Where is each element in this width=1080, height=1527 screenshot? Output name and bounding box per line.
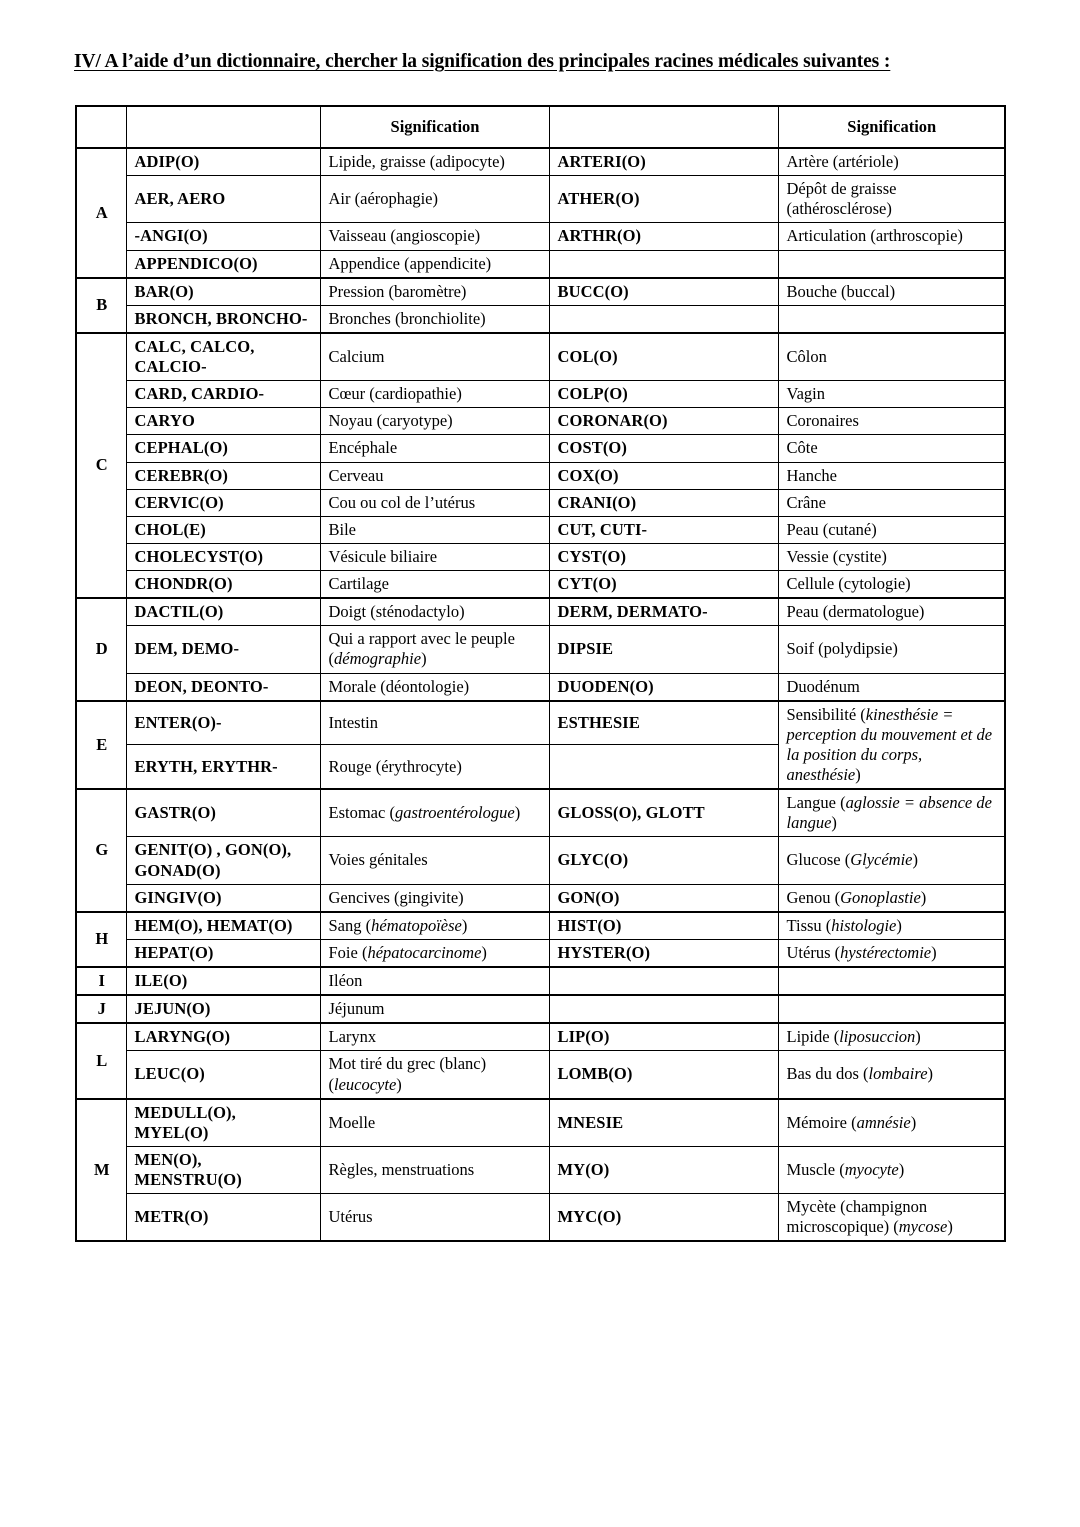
root-meaning-left: Sang (hématopoïèse) [320, 912, 549, 940]
root-term-left: CHONDR(O) [126, 571, 320, 599]
section-letter-g: G [76, 789, 126, 912]
table-row [76, 543, 1005, 570]
root-meaning-left: Bile [320, 516, 549, 543]
root-term-left: CEPHAL(O) [126, 435, 320, 462]
root-meaning-left: Vésicule biliaire [320, 543, 549, 570]
table-row [76, 626, 1005, 673]
root-term-right: COX(O) [549, 462, 778, 489]
table-row [76, 995, 1005, 1023]
root-meaning-left: Morale (déontologie) [320, 673, 549, 701]
root-term-left: APPENDICO(O) [126, 250, 320, 278]
root-meaning-right: Bouche (buccal) [778, 278, 1005, 306]
section-letter-a: A [76, 148, 126, 278]
root-term-left: ENTER(O)- [126, 701, 320, 745]
table-row [76, 571, 1005, 599]
root-term-left: CALC, CALCO, CALCIO- [126, 333, 320, 381]
root-meaning-right: Muscle (myocyte) [778, 1146, 1005, 1193]
table-row [76, 250, 1005, 278]
root-term-right [549, 745, 778, 789]
table-row [76, 381, 1005, 408]
header-cell-meaning-right: Signification [778, 106, 1005, 148]
root-meaning-left: Rouge (érythrocyte) [320, 745, 549, 789]
root-meaning-left: Vaisseau (angioscopie) [320, 223, 549, 250]
root-meaning-left: Estomac (gastroentérologue) [320, 789, 549, 837]
root-term-left: GASTR(O) [126, 789, 320, 837]
root-meaning-left: Iléon [320, 967, 549, 995]
table-header-row [76, 106, 1005, 148]
root-meaning-right: Coronaires [778, 408, 1005, 435]
root-meaning-right: Côte [778, 435, 1005, 462]
root-meaning-left: Gencives (gingivite) [320, 884, 549, 912]
root-term-right: LOMB(O) [549, 1051, 778, 1099]
root-term-left: GENIT(O) , GON(O), GONAD(O) [126, 837, 320, 884]
table-row [76, 148, 1005, 176]
root-meaning-left: Appendice (appendicite) [320, 250, 549, 278]
table-row [76, 1194, 1005, 1242]
table-row [76, 462, 1005, 489]
root-meaning-right: Duodénum [778, 673, 1005, 701]
table-row [76, 884, 1005, 912]
table-row [76, 939, 1005, 967]
root-term-right: GON(O) [549, 884, 778, 912]
root-meaning-right [778, 967, 1005, 995]
root-term-right: ARTERI(O) [549, 148, 778, 176]
section-letter-h: H [76, 912, 126, 967]
root-term-right: CYT(O) [549, 571, 778, 599]
root-meaning-right: Peau (cutané) [778, 516, 1005, 543]
root-term-left: HEM(O), HEMAT(O) [126, 912, 320, 940]
root-term-right: MYC(O) [549, 1194, 778, 1242]
root-meaning-left: Utérus [320, 1194, 549, 1242]
table-row [76, 837, 1005, 884]
root-meaning-right: Mémoire (amnésie) [778, 1099, 1005, 1147]
section-letter-b: B [76, 278, 126, 333]
root-meaning-left: Qui a rapport avec le peuple (démographie) [320, 626, 549, 673]
root-meaning-right: Vessie (cystite) [778, 543, 1005, 570]
header-cell-meaning-left: Signification [320, 106, 549, 148]
table-row [76, 1023, 1005, 1051]
root-term-right: GLOSS(O), GLOTT [549, 789, 778, 837]
root-meaning-right: Utérus (hystérectomie) [778, 939, 1005, 967]
header-cell-letter [76, 106, 126, 148]
table-row [76, 305, 1005, 333]
root-meaning-right: Soif (polydipsie) [778, 626, 1005, 673]
root-term-left: CHOL(E) [126, 516, 320, 543]
root-term-left: ILE(O) [126, 967, 320, 995]
root-term-left: DEON, DEONTO- [126, 673, 320, 701]
root-meaning-left: Noyau (caryotype) [320, 408, 549, 435]
table-body [76, 106, 1005, 1241]
table-row [76, 1146, 1005, 1193]
table-row [76, 789, 1005, 837]
root-term-left: -ANGI(O) [126, 223, 320, 250]
header-cell-root-right [549, 106, 778, 148]
root-term-right: ATHER(O) [549, 176, 778, 223]
table-row [76, 435, 1005, 462]
page-title: IV/ A l’aide d’un dictionnaire, chercher la signification des principales racines médicales suivantes : [74, 51, 891, 72]
root-meaning-left: Doigt (sténodactylo) [320, 598, 549, 626]
medical-roots-table [75, 105, 1006, 1242]
root-term-right: DIPSIE [549, 626, 778, 673]
root-meaning-left: Air (aérophagie) [320, 176, 549, 223]
root-meaning-left: Cœur (cardiopathie) [320, 381, 549, 408]
root-meaning-right: Glucose (Glycémie) [778, 837, 1005, 884]
section-letter-d: D [76, 598, 126, 701]
root-term-left: MEDULL(O), MYEL(O) [126, 1099, 320, 1147]
root-term-right: BUCC(O) [549, 278, 778, 306]
table-row [76, 516, 1005, 543]
root-meaning-left: Calcium [320, 333, 549, 381]
table-row [76, 912, 1005, 940]
root-meaning-right: Genou (Gonoplastie) [778, 884, 1005, 912]
root-term-right [549, 995, 778, 1023]
root-term-left: JEJUN(O) [126, 995, 320, 1023]
root-term-left: METR(O) [126, 1194, 320, 1242]
root-meaning-right: Hanche [778, 462, 1005, 489]
table-row [76, 278, 1005, 306]
table-row [76, 176, 1005, 223]
root-meaning-left: Pression (baromètre) [320, 278, 549, 306]
root-term-right [549, 305, 778, 333]
section-letter-l: L [76, 1023, 126, 1098]
root-term-right: CYST(O) [549, 543, 778, 570]
section-letter-e: E [76, 701, 126, 790]
root-term-left: GINGIV(O) [126, 884, 320, 912]
root-term-right: COST(O) [549, 435, 778, 462]
table-row [76, 223, 1005, 250]
header-cell-root-left [126, 106, 320, 148]
root-term-left: DACTIL(O) [126, 598, 320, 626]
root-meaning-left: Mot tiré du grec (blanc) (leucocyte) [320, 1051, 549, 1099]
section-letter-c: C [76, 333, 126, 598]
root-term-left: MEN(O), MENSTRU(O) [126, 1146, 320, 1193]
root-term-right: HIST(O) [549, 912, 778, 940]
root-meaning-right [778, 995, 1005, 1023]
root-meaning-left: Moelle [320, 1099, 549, 1147]
section-letter-j: J [76, 995, 126, 1023]
root-meaning-left: Jéjunum [320, 995, 549, 1023]
root-meaning-left: Foie (hépatocarcinome) [320, 939, 549, 967]
root-meaning-right: Artère (artériole) [778, 148, 1005, 176]
root-term-right: CORONAR(O) [549, 408, 778, 435]
root-meaning-left: Intestin [320, 701, 549, 745]
root-meaning-right: Tissu (histologie) [778, 912, 1005, 940]
root-meaning-right [778, 305, 1005, 333]
table-row [76, 701, 1005, 745]
root-meaning-left: Encéphale [320, 435, 549, 462]
root-meaning-left: Lipide, graisse (adipocyte) [320, 148, 549, 176]
table-row [76, 1051, 1005, 1099]
root-meaning-right: Cellule (cytologie) [778, 571, 1005, 599]
table-row [76, 673, 1005, 701]
root-meaning-left: Voies génitales [320, 837, 549, 884]
root-term-left: ERYTH, ERYTHR- [126, 745, 320, 789]
root-term-right: MNESIE [549, 1099, 778, 1147]
root-meaning-left: Règles, menstruations [320, 1146, 549, 1193]
root-term-right: ESTHESIE [549, 701, 778, 745]
root-term-right [549, 250, 778, 278]
root-term-right: COL(O) [549, 333, 778, 381]
root-term-left: CARD, CARDIO- [126, 381, 320, 408]
root-term-right: HYSTER(O) [549, 939, 778, 967]
table-row [76, 489, 1005, 516]
table-row [76, 333, 1005, 381]
root-term-left: CERVIC(O) [126, 489, 320, 516]
root-term-right: GLYC(O) [549, 837, 778, 884]
root-meaning-left: Cerveau [320, 462, 549, 489]
root-term-right: COLP(O) [549, 381, 778, 408]
root-term-right [549, 967, 778, 995]
root-meaning-right: Langue (aglossie = absence de langue) [778, 789, 1005, 837]
root-meaning-right: Bas du dos (lombaire) [778, 1051, 1005, 1099]
root-term-left: AER, AERO [126, 176, 320, 223]
root-term-left: CARYO [126, 408, 320, 435]
root-meaning-right: Lipide (liposuccion) [778, 1023, 1005, 1051]
table-row [76, 598, 1005, 626]
root-term-left: CEREBR(O) [126, 462, 320, 489]
root-term-left: BAR(O) [126, 278, 320, 306]
table-row [76, 408, 1005, 435]
root-meaning-right: Articulation (arthroscopie) [778, 223, 1005, 250]
table-row [76, 967, 1005, 995]
root-term-right: ARTHR(O) [549, 223, 778, 250]
root-term-left: ADIP(O) [126, 148, 320, 176]
root-term-left: CHOLECYST(O) [126, 543, 320, 570]
root-meaning-right: Mycète (champignon microscopique) (mycose) [778, 1194, 1005, 1242]
root-term-left: LARYNG(O) [126, 1023, 320, 1051]
root-term-right: CRANI(O) [549, 489, 778, 516]
root-meaning-left: Larynx [320, 1023, 549, 1051]
root-meaning-right: Vagin [778, 381, 1005, 408]
root-term-left: HEPAT(O) [126, 939, 320, 967]
root-meaning-right [778, 250, 1005, 278]
section-letter-m: M [76, 1099, 126, 1242]
root-meaning-left: Bronches (bronchiolite) [320, 305, 549, 333]
root-term-right: DUODEN(O) [549, 673, 778, 701]
root-meaning-right: Sensibilité (kinesthésie = perception du mouvement et de la position du corps, anesthésie) [778, 701, 1005, 790]
medical-roots-table-container [75, 105, 1004, 1242]
root-term-right: CUT, CUTI- [549, 516, 778, 543]
section-letter-i: I [76, 967, 126, 995]
root-meaning-right: Côlon [778, 333, 1005, 381]
root-meaning-right: Peau (dermatologue) [778, 598, 1005, 626]
root-term-left: LEUC(O) [126, 1051, 320, 1099]
root-meaning-left: Cartilage [320, 571, 549, 599]
root-meaning-left: Cou ou col de l’utérus [320, 489, 549, 516]
root-meaning-right: Crâne [778, 489, 1005, 516]
root-term-right: DERM, DERMATO- [549, 598, 778, 626]
root-meaning-right: Dépôt de graisse (athérosclérose) [778, 176, 1005, 223]
root-term-left: DEM, DEMO- [126, 626, 320, 673]
root-term-right: LIP(O) [549, 1023, 778, 1051]
root-term-left: BRONCH, BRONCHO- [126, 305, 320, 333]
table-row [76, 1099, 1005, 1147]
root-term-right: MY(O) [549, 1146, 778, 1193]
